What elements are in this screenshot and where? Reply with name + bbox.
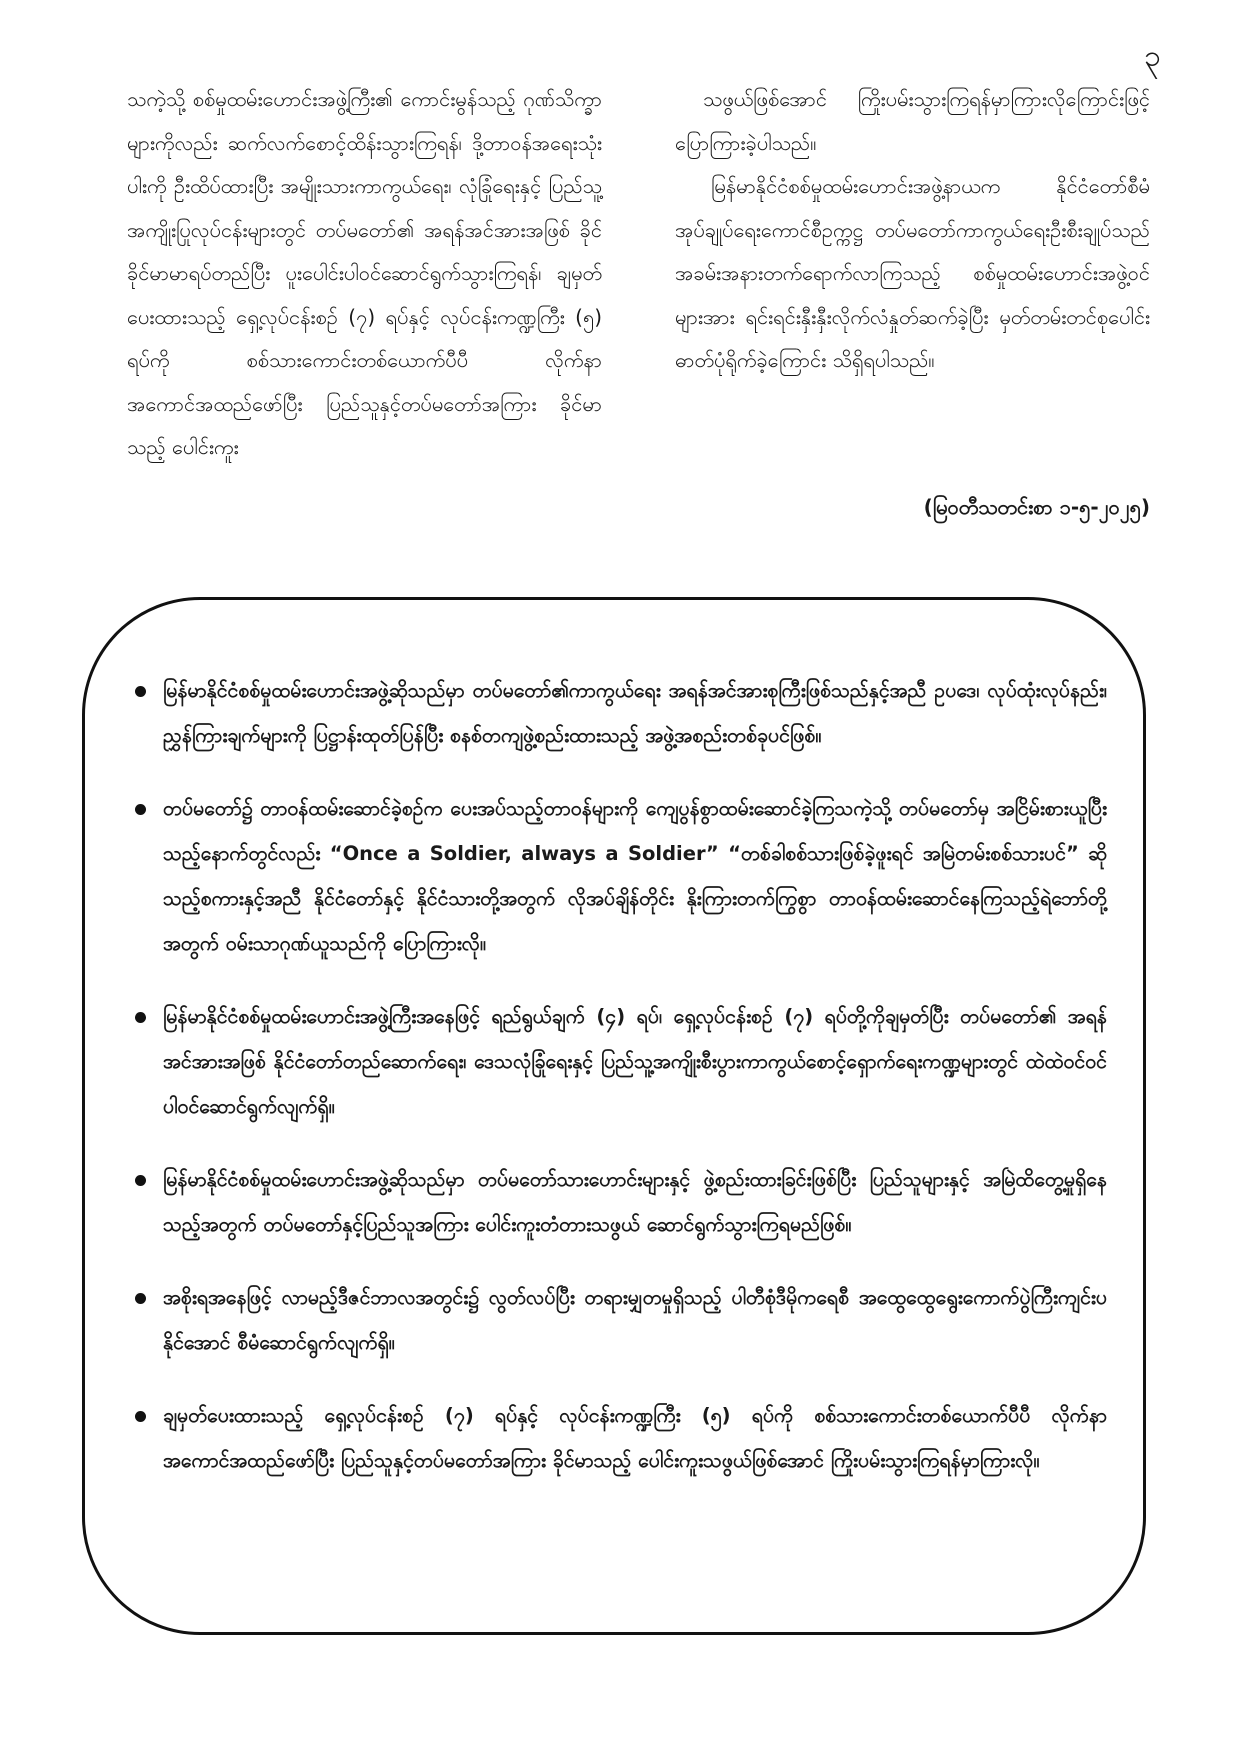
bullet-dot-icon: [135, 686, 146, 697]
right-column-paragraph: မြန်မာနိုင်ငံစစ်မှုထမ်းဟောင်းအဖွဲ့နာယက နိုင်ငံတော်စီမံအုပ်ချုပ်ရေးကောင်စီဥက္ကဋ္ဌ တပ်မတော်ကာကွယ်ရေးဦးစီးချုပ်သည် အခမ်းအနားတက်ရောက်လာကြသည့် စစ်မှုထမ်းဟောင်းအဖွဲ့ဝင်များအား ရင်းရင်းနှီးနှီးလိုက်လံနှုတ်ဆက်ခဲ့ပြီး မှတ်တမ်းတင်စုပေါင်းဓာတ်ပုံရိုက်ခဲ့ကြောင်း သိရှိရပါသည်။: [675, 174, 1150, 372]
summary-box: [82, 597, 1146, 1635]
summary-bullet-text: ချမှတ်ပေးထားသည့် ရှေ့လုပ်ငန်းစဉ် (၇) ရပ်နှင့် လုပ်ငန်းကဏ္ဍကြီး (၅) ရပ်ကို စစ်သားကောင်းတစ်ယောက်ပီပီ လိုက်နာအကောင်အထည်ဖော်ပြီး ပြည်သူနှင့်တပ်မတော်အကြား ခိုင်မာသည့် ပေါင်းကူးသဖွယ်ဖြစ်အောင် ကြိုးပမ်းသွားကြရန်မှာကြားလို။: [163, 1404, 1107, 1472]
summary-bullet: [135, 786, 1107, 966]
source-citation: (မြဝတီသတင်းစာ ၁-၅-၂၀၂၅): [923, 495, 1150, 519]
summary-bullet-text: မြန်မာနိုင်ငံစစ်မှုထမ်းဟောင်းအဖွဲ့ကြီးအနေဖြင့် ရည်ရွယ်ချက် (၄) ရပ်၊ ရှေ့လုပ်ငန်းစဉ် (၇) ရပ်တို့ကိုချမှတ်ပြီး တပ်မတော်၏ အရန်အင်အားအဖြစ် နိုင်ငံတော်တည်ဆောက်ရေး၊ ဒေသလုံခြုံရေးနှင့် ပြည်သူ့အကျိုးစီးပွားကာကွယ်စောင့်ရှောက်ရေးကဏ္ဍများတွင် ထဲထဲဝင်ဝင်ပါဝင်ဆောင်ရွက်လျက်ရှိ။: [163, 1005, 1107, 1118]
summary-bullet-text: မြန်မာနိုင်ငံစစ်မှုထမ်းဟောင်းအဖွဲ့ဆိုသည်မှာ တပ်မတော်၏ကာကွယ်ရေး အရန်အင်အားစုကြီးဖြစ်သည်နှင့်အညီ ဥပဒေ၊ လုပ်ထုံးလုပ်နည်း၊ ညွှန်ကြားချက်များကို ပြဋ္ဌာန်းထုတ်ပြန်ပြီး စနစ်တကျဖွဲ့စည်းထားသည့် အဖွဲ့အစည်းတစ်ခုပင်ဖြစ်။: [163, 679, 1107, 747]
summary-bullet: [135, 1393, 1107, 1483]
bullet-dot-icon: [135, 804, 146, 815]
summary-bullet: [135, 1275, 1107, 1365]
right-column-continuation: သဖွယ်ဖြစ်အောင် ကြိုးပမ်းသွားကြရန်မှာကြားလိုကြောင်းဖြင့် ပြောကြားခဲ့ပါသည်။: [675, 87, 1150, 155]
bullet-dot-icon: [135, 1293, 146, 1304]
bullet-dot-icon: [135, 1012, 146, 1023]
summary-bullet: [135, 994, 1107, 1129]
summary-bullet: [135, 668, 1107, 758]
summary-bullet-text: မြန်မာနိုင်ငံစစ်မှုထမ်းဟောင်းအဖွဲ့ဆိုသည်မှာ တပ်မတော်သားဟောင်းများနှင့် ဖွဲ့စည်းထားခြင်းဖြစ်ပြီး ပြည်သူများနှင့် အမြဲထိတွေ့မှုရှိနေသည့်အတွက် တပ်မတော်နှင့်ပြည်သူအကြား ပေါင်းကူးတံတားသဖွယ် ဆောင်ရွက်သွားကြရမည်ဖြစ်။: [163, 1168, 1107, 1236]
summary-bullet-list: [135, 668, 1107, 1511]
left-column: [127, 78, 602, 470]
right-column: [675, 78, 1150, 383]
summary-bullet-text: အစိုးရအနေဖြင့် လာမည့်ဒီဇင်ဘာလအတွင်း၌ လွတ်လပ်ပြီး တရားမျှတမှုရှိသည့် ပါတီစုံဒီမိုကရေစီ အထွေထွေရွေးကောက်ပွဲကြီးကျင်းပနိုင်အောင် စီမံဆောင်ရွက်လျက်ရှိ။: [163, 1286, 1107, 1354]
bullet-dot-icon: [135, 1411, 146, 1422]
left-column-paragraph: သကဲ့သို့ စစ်မှုထမ်းဟောင်းအဖွဲ့ကြီး၏ ကောင်းမွန်သည့် ဂုဏ်သိက္ခာများကိုလည်း ဆက်လက်စောင့်ထိန်းသွားကြရန်၊ ဒို့တာဝန်အရေးသုံးပါးကို ဦးထိပ်ထားပြီး အမျိုးသားကာကွယ်ရေး၊ လုံခြုံရေးနှင့် ပြည်သူ့အကျိုးပြုလုပ်ငန်းများတွင် တပ်မတော်၏ အရန်အင်အားအဖြစ် ခိုင်ခိုင်မာမာရပ်တည်ပြီး ပူးပေါင်းပါဝင်ဆောင်ရွက်သွားကြရန်၊ ချမှတ်ပေးထားသည့် ရှေ့လုပ်ငန်းစဉ် (၇) ရပ်နှင့် လုပ်ငန်းကဏ္ဍကြီး (၅) ရပ်ကို စစ်သားကောင်းတစ်ယောက်ပီပီ လိုက်နာအကောင်အထည်ဖော်ပြီး ပြည်သူနှင့်တပ်မတော်အကြား ခိုင်မာသည့် ပေါင်းကူး: [127, 87, 602, 459]
article-columns: [127, 78, 1167, 558]
summary-bullet-text: တပ်မတော်၌ တာဝန်ထမ်းဆောင်ခဲ့စဉ်က ပေးအပ်သည့်တာဝန်များကို ကျေပွန်စွာထမ်းဆောင်ခဲ့ကြသကဲ့သို့ တပ်မတော်မှ အငြိမ်းစားယူပြီးသည့်နောက်တွင်လည်း “Once a Soldier, always a Soldier” “တစ်ခါစစ်သားဖြစ်ခဲ့ဖူးရင် အမြဲတမ်းစစ်သားပင်” ဆိုသည့်စကားနှင့်အညီ နိုင်ငံတော်နှင့် နိုင်ငံသားတို့အတွက် လိုအပ်ချိန်တိုင်း နိုးကြားတက်ကြွစွာ တာဝန်ထမ်းဆောင်နေကြသည့်ရဲဘော်တို့အတွက် ဝမ်းသာဂုဏ်ယူသည်ကို ပြောကြားလို။: [163, 797, 1107, 955]
bullet-dot-icon: [135, 1175, 146, 1186]
page-number: ၃: [1144, 39, 1161, 74]
summary-bullet: [135, 1157, 1107, 1247]
